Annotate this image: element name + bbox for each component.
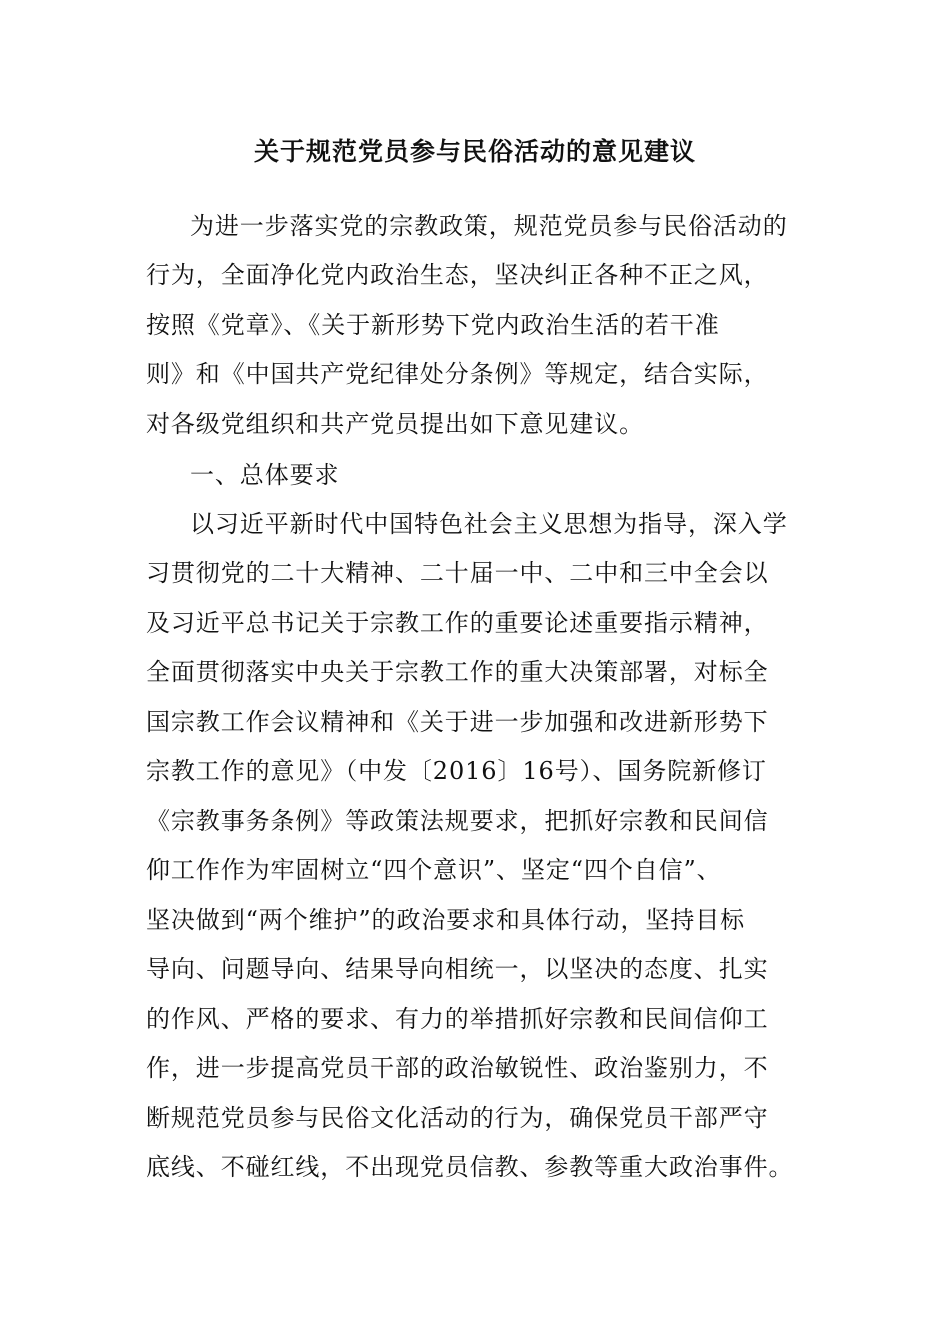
paragraph-line: 《宗教事务条例》等政策法规要求，把抓好宗教和民间信 (146, 807, 769, 835)
paragraph-line: 则》和《中国共产党纪律处分条例》等规定，结合实际， (146, 360, 769, 388)
paragraph-line: 行为，全面净化党内政治生态，坚决纠正各种不正之风， (146, 261, 769, 289)
section-heading: 一、总体要求 (190, 461, 340, 489)
paragraph-line: 宗教工作的意见》（中发〔2016〕16号）、国务院新修订 (146, 757, 767, 785)
paragraph-line: 按照《党章》、《关于新形势下党内政治生活的若干准 (146, 311, 720, 339)
paragraph-line: 坚决做到“两个维护”的政治要求和具体行动，坚持目标 (146, 906, 746, 934)
paragraph-line: 为进一步落实党的宗教政策，规范党员参与民俗活动的 (190, 212, 788, 240)
paragraph-line: 及习近平总书记关于宗教工作的重要论述重要指示精神， (146, 609, 769, 637)
paragraph-line: 导向、问题导向、结果导向相统一，以坚决的态度、扎实 (146, 955, 769, 983)
paragraph-line: 以习近平新时代中国特色社会主义思想为指导，深入学 (190, 510, 788, 538)
paragraph-line: 全面贯彻落实中央关于宗教工作的重大决策部署，对标全 (146, 658, 769, 686)
document-title: 关于规范党员参与民俗活动的意见建议 (253, 137, 696, 166)
paragraph-line: 作，进一步提高党员干部的政治敏锐性、政治鉴别力，不 (146, 1054, 769, 1082)
paragraph-line: 对各级党组织和共产党员提出如下意见建议。 (146, 410, 644, 438)
paragraph-line: 断规范党员参与民俗文化活动的行为，确保党员干部严守 (146, 1104, 769, 1132)
paragraph-line: 底线、不碰红线，不出现党员信教、参教等重大政治事件。 (146, 1153, 794, 1181)
paragraph-line: 国宗教工作会议精神和《关于进一步加强和改进新形势下 (146, 708, 769, 736)
paragraph-line: 的作风、严格的要求、有力的举措抓好宗教和民间信仰工 (146, 1005, 769, 1033)
paragraph-line: 习贯彻党的二十大精神、二十届一中、二中和三中全会以 (146, 559, 769, 587)
paragraph-line: 仰工作作为牢固树立“四个意识”、坚定“四个自信”、 (146, 856, 722, 884)
